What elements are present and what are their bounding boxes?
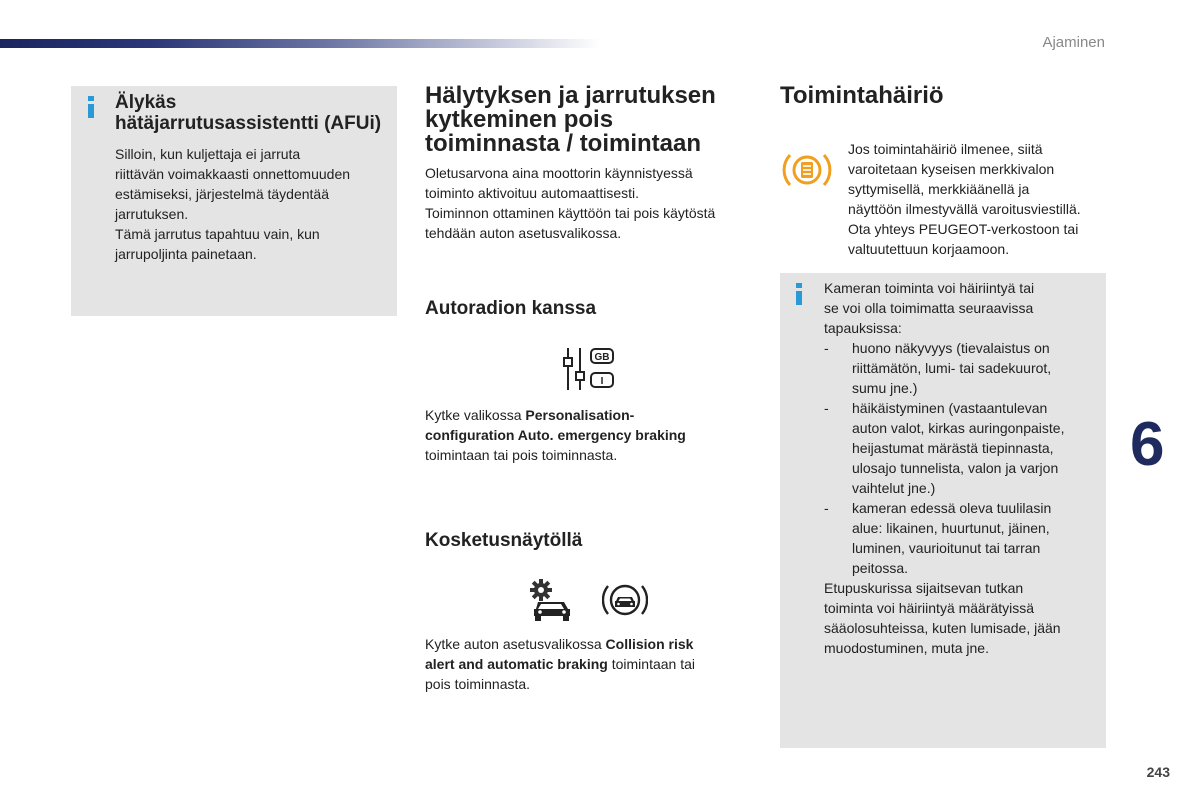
- braking-warning-icon: [782, 148, 832, 192]
- afu-title: Älykäs hätäjarrutusassistentti (AFUi): [115, 92, 382, 134]
- collision-alert-icon: [602, 578, 648, 622]
- activation-intro: Oletusarvona aina moottorin käynnistyessä toiminto aktivoituu automaattisesti. Toiminnon ottaminen käyttöön tai pois käytöstä tehdään auton asetusvalikossa.: [425, 165, 716, 241]
- chapter-number: 6: [1130, 410, 1165, 479]
- afu-description: Silloin, kun kuljettaja ei jarruta riittävän voimakkaasti onnettomuuden estämiseksi, järjestelmä täydentää jarrutuksen. Tämä jarrutus tapahtuu vain, kun jarrupoljinta painetaan.: [115, 146, 351, 262]
- activation-heading: Hälytyksen ja jarrutuksen kytkeminen pois toiminnasta / toimintaan: [425, 82, 716, 157]
- list-item: - häikäistyminen (vastaantulevan auton valot, kirkas auringonpaiste, heijastumat märästä tiepinnasta, ulosajo tunnelista, valon ja varjon vaihtelut jne.): [824, 400, 1065, 496]
- radio-icon-badge-bottom: I: [600, 376, 604, 387]
- radio-instructions: Kytke valikossa Personalisation- configuration Auto. emergency braking toimintaan tai pois toiminnasta.: [425, 407, 686, 463]
- car-settings-icon: [528, 578, 574, 622]
- page-number: 243: [1146, 764, 1170, 780]
- chapter-title: Ajaminen: [1042, 34, 1105, 51]
- settings-sliders-icon: [560, 346, 618, 392]
- camera-info-text: Kameran toiminta voi häiriintyä tai se voi olla toimimatta seuraavissa tapauksissa: - huono näkyvyys (tievalaistus on riittämätön, lumi- tai sadekuurot, sumu jne.) - häikäistyminen (vastaantulevan auton valot, kirkas auringonpaiste, heijastumat märästä tiepinnasta, ulosajo tunnelista, valon ja varjon vaihtelut jne.) - kameran edessä oleva tuulilasin alue: likainen, huurtunut, jäinen, luminen, vaurioitunut tai tarran peitossa. Etupuskurissa sijaitsevan tutkan toiminta voi häiriintyä määrätyissä sääolosuhteissa, kuten lumisade, jään muodostuminen, muta jne.: [824, 278, 1094, 658]
- list-item: - kameran edessä oleva tuulilasin alue: likainen, huurtunut, jäinen, luminen, vaurioitunut tai tarran peitossa.: [824, 500, 1052, 576]
- fault-heading: Toimintahäiriö: [780, 82, 944, 109]
- info-icon: [88, 96, 94, 118]
- touch-heading: Kosketusnäytöllä: [425, 530, 583, 551]
- radio-heading: Autoradion kanssa: [425, 298, 597, 319]
- info-icon: [796, 283, 802, 305]
- radio-icon-badge-top: GB: [594, 352, 610, 363]
- fault-description: Jos toimintahäiriö ilmenee, siitä varoitetaan kyseisen merkkivalon syttymisellä, merkkiäänellä ja näyttöön ilmestyvällä varoitusviestillä. Ota yhteys PEUGEOT-verkostoon tai valtuutettuun korjaamoon.: [848, 141, 1081, 257]
- header-gradient-bar: [0, 39, 600, 48]
- list-item: - huono näkyvyys (tievalaistus on riittämätön, lumi- tai sadekuurot, sumu jne.): [824, 340, 1052, 396]
- touch-instructions: Kytke auton asetusvalikossa Collision risk alert and automatic braking toimintaan tai pois toiminnasta.: [425, 636, 695, 692]
